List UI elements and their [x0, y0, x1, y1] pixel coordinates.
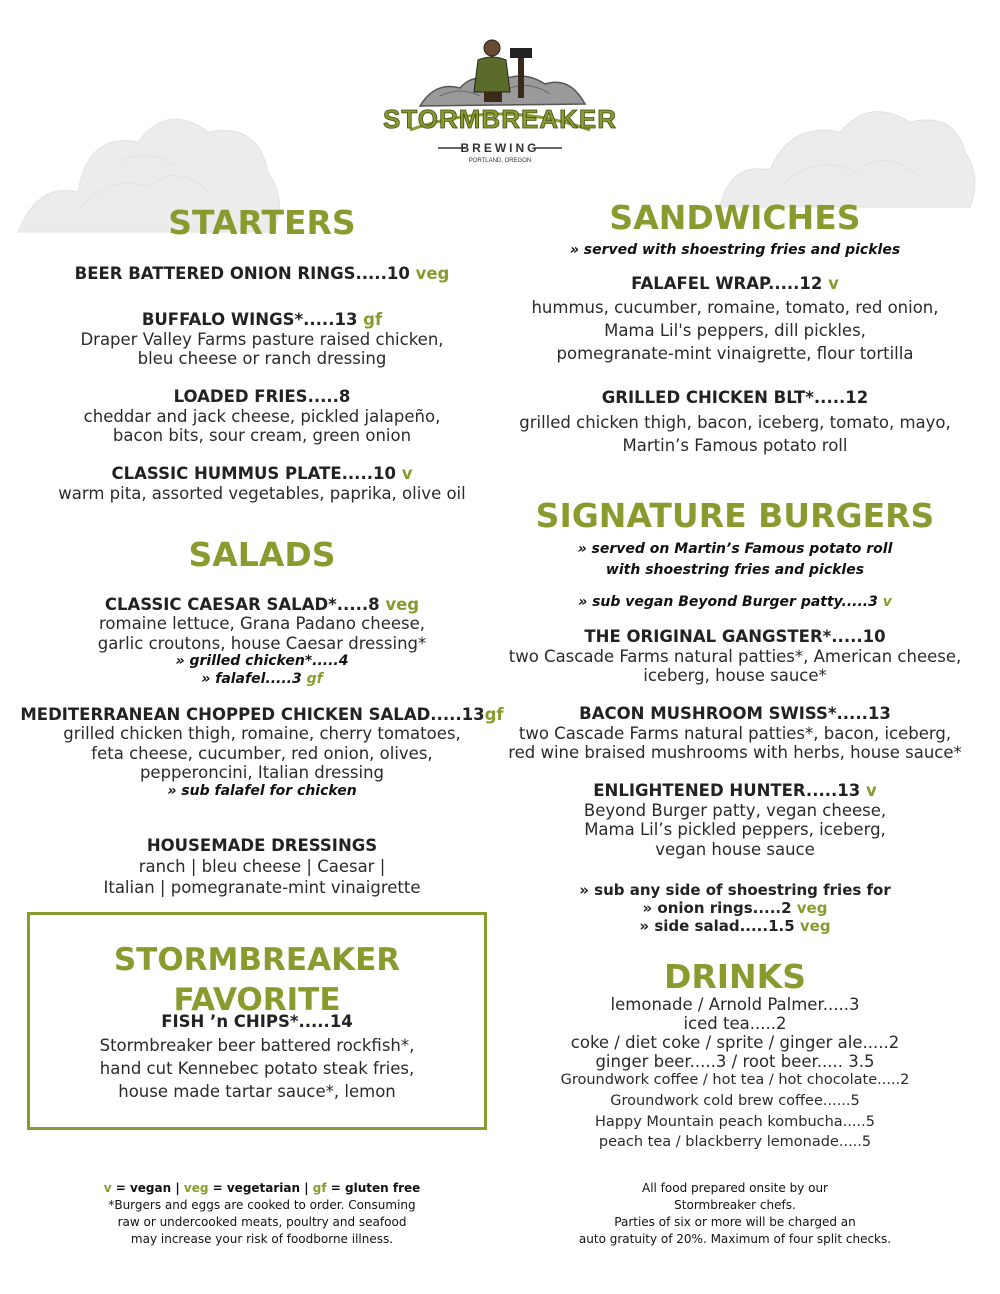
burgers-note-1: » served on Martin’s Famous potato roll: [577, 541, 893, 557]
buffalo-wings-desc-2: bleu cheese or ranch dressing: [137, 349, 387, 368]
caesar-addon-falafel: » falafel.....3 gf: [201, 671, 323, 687]
burgers-note-2: with shoestring fries and pickles: [605, 562, 865, 578]
v-tag: v: [401, 464, 413, 483]
drink-item: iced tea.....2: [683, 1014, 787, 1033]
veg-tag: veg: [415, 264, 450, 283]
drink-item: lemonade / Arnold Palmer.....3: [610, 995, 860, 1014]
sandwiches-title: SANDWICHES: [609, 198, 861, 237]
drink-item: Groundwork cold brew coffee......5: [610, 1093, 860, 1109]
buffalo-wings-item: BUFFALO WINGS*.....13 gf: [141, 310, 383, 329]
enlightened-hunter-item: ENLIGHTENED HUNTER.....13 v: [593, 781, 877, 800]
mediterranean-desc-1: grilled chicken thigh, romaine, cherry tomatoes,: [63, 724, 461, 743]
falafel-wrap-desc-2: Mama Lil's peppers, dill pickles,: [604, 321, 866, 340]
veg-tag: veg: [385, 595, 420, 614]
sides-line-3: » side salad.....1.5 veg: [639, 917, 831, 935]
hummus-desc: warm pita, assorted vegetables, paprika, olive oil: [58, 484, 466, 503]
falafel-wrap-desc-1: hummus, cucumber, romaine, tomato, red onion,: [531, 298, 939, 317]
burgers-note-3: » sub vegan Beyond Burger patty.....3 v: [578, 594, 892, 610]
bacon-swiss-item: BACON MUSHROOM SWISS*.....13: [579, 704, 891, 723]
disclaimer-line: raw or undercooked meats, poultry and seafood: [117, 1215, 407, 1229]
hunter-desc-3: vegan house sauce: [655, 840, 815, 859]
diet-legend: v = vegan | veg = vegetarian | gf = gluten free: [103, 1181, 421, 1195]
dressings-desc-2: Italian | pomegranate-mint vinaigrette: [103, 878, 421, 897]
footer-note-line: Stormbreaker chefs.: [674, 1198, 796, 1212]
dressings-item: HOUSEMADE DRESSINGS: [146, 836, 378, 855]
chicken-blt-desc-2: Martin’s Famous potato roll: [622, 436, 848, 455]
loaded-fries-item: LOADED FRIES.....8: [173, 387, 351, 406]
starters-title: STARTERS: [168, 203, 356, 242]
drink-item: coke / diet coke / sprite / ginger ale.....2: [570, 1033, 900, 1052]
hummus-item: CLASSIC HUMMUS PLATE.....10 v: [111, 464, 413, 483]
falafel-wrap-item: FALAFEL WRAP.....12 v: [631, 274, 839, 293]
fish-chips-desc-3: house made tartar sauce*, lemon: [118, 1082, 396, 1101]
footer-note-line: Parties of six or more will be charged an: [614, 1215, 856, 1229]
caesar-desc-2: garlic croutons, house Caesar dressing*: [97, 634, 427, 653]
mediterranean-addon: » sub falafel for chicken: [167, 783, 357, 799]
favorite-title: STORMBREAKER FAVORITE: [113, 942, 401, 1018]
veg-tag: veg: [796, 899, 828, 917]
logo-brewing: BREWING: [460, 141, 540, 155]
footer-left: [20, 1180, 504, 1248]
onion-rings-item: BEER BATTERED ONION RINGS.....10 veg: [74, 264, 450, 283]
v-tag: v: [865, 781, 877, 800]
loaded-fries-desc-2: bacon bits, sour cream, green onion: [112, 426, 412, 445]
gf-tag: gf: [306, 671, 323, 687]
logo-location: PORTLAND, OREGON: [468, 158, 532, 164]
drink-item: ginger beer.....3 / root beer..... 3.5: [595, 1052, 875, 1071]
buffalo-wings-desc-1: Draper Valley Farms pasture raised chicken,: [80, 330, 444, 349]
fish-chips-desc-1: Stormbreaker beer battered rockfish*,: [99, 1036, 415, 1055]
drink-item: peach tea / blackberry lemonade.....5: [598, 1134, 872, 1150]
gangster-item: THE ORIGINAL GANGSTER*.....10: [584, 627, 886, 646]
disclaimer-line: *Burgers and eggs are cooked to order. Consuming: [108, 1198, 416, 1212]
drinks-title: DRINKS: [663, 957, 807, 996]
gangster-desc-1: two Cascade Farms natural patties*, American cheese,: [508, 647, 962, 666]
salads-title: SALADS: [188, 535, 336, 574]
bacon-swiss-desc-1: two Cascade Farms natural patties*, bacon, iceberg,: [518, 724, 952, 743]
gf-tag: gf: [363, 310, 383, 329]
footer-note-line: auto gratuity of 20%. Maximum of four split checks.: [578, 1232, 892, 1246]
gf-tag: gf: [484, 705, 504, 724]
caesar-desc-1: romaine lettuce, Grana Padano cheese,: [98, 614, 425, 633]
dressings-desc-1: ranch | bleu cheese | Caesar |: [138, 857, 386, 876]
gangster-desc-2: iceberg, house sauce*: [643, 666, 827, 685]
sides-line-1: » sub any side of shoestring fries for: [579, 881, 891, 899]
caesar-item: CLASSIC CAESAR SALAD*.....8 veg: [104, 595, 420, 614]
favorite-box: [27, 912, 487, 1130]
veg-tag: veg: [799, 917, 831, 935]
sandwiches-note: » served with shoestring fries and pickles: [569, 242, 901, 258]
bacon-swiss-desc-2: red wine braised mushrooms with herbs, house sauce*: [508, 743, 962, 762]
hunter-desc-2: Mama Lil’s pickled peppers, iceberg,: [584, 820, 886, 839]
caesar-addon-chicken: » grilled chicken*.....4: [175, 653, 349, 669]
disclaimer-line: may increase your risk of foodborne illness.: [130, 1232, 394, 1246]
chicken-blt-desc-1: grilled chicken thigh, bacon, iceberg, tomato, mayo,: [519, 413, 951, 432]
sides-line-2: » onion rings.....2 veg: [642, 899, 828, 917]
falafel-wrap-desc-3: pomegranate-mint vinaigrette, flour tortilla: [556, 344, 914, 363]
footer-note-line: All food prepared onsite by our: [641, 1181, 828, 1195]
hunter-desc-1: Beyond Burger patty, vegan cheese,: [583, 801, 887, 820]
v-tag: v: [882, 594, 892, 610]
fish-chips-desc-2: hand cut Kennebec potato steak fries,: [99, 1059, 415, 1078]
logo-brand-name: STORMBREAKER: [383, 104, 617, 134]
mediterranean-desc-3: pepperoncini, Italian dressing: [139, 763, 385, 782]
v-tag: v: [828, 274, 839, 293]
drink-item: Happy Mountain peach kombucha.....5: [595, 1114, 875, 1130]
chicken-blt-item: GRILLED CHICKEN BLT*.....12: [601, 388, 869, 407]
burgers-title: SIGNATURE BURGERS: [535, 496, 935, 535]
fish-chips-item: FISH ’n CHIPS*.....14: [161, 1012, 353, 1031]
loaded-fries-desc-1: cheddar and jack cheese, pickled jalapeño,: [83, 407, 441, 426]
mediterranean-item: MEDITERRANEAN CHOPPED CHICKEN SALAD.....13gf: [20, 705, 504, 724]
right-column: [500, 0, 970, 1294]
mediterranean-desc-2: feta cheese, cucumber, red onion, olives,: [91, 744, 433, 763]
drink-item: Groundwork coffee / hot tea / hot chocolate.....2: [560, 1072, 910, 1088]
footer-right: [500, 1180, 970, 1248]
